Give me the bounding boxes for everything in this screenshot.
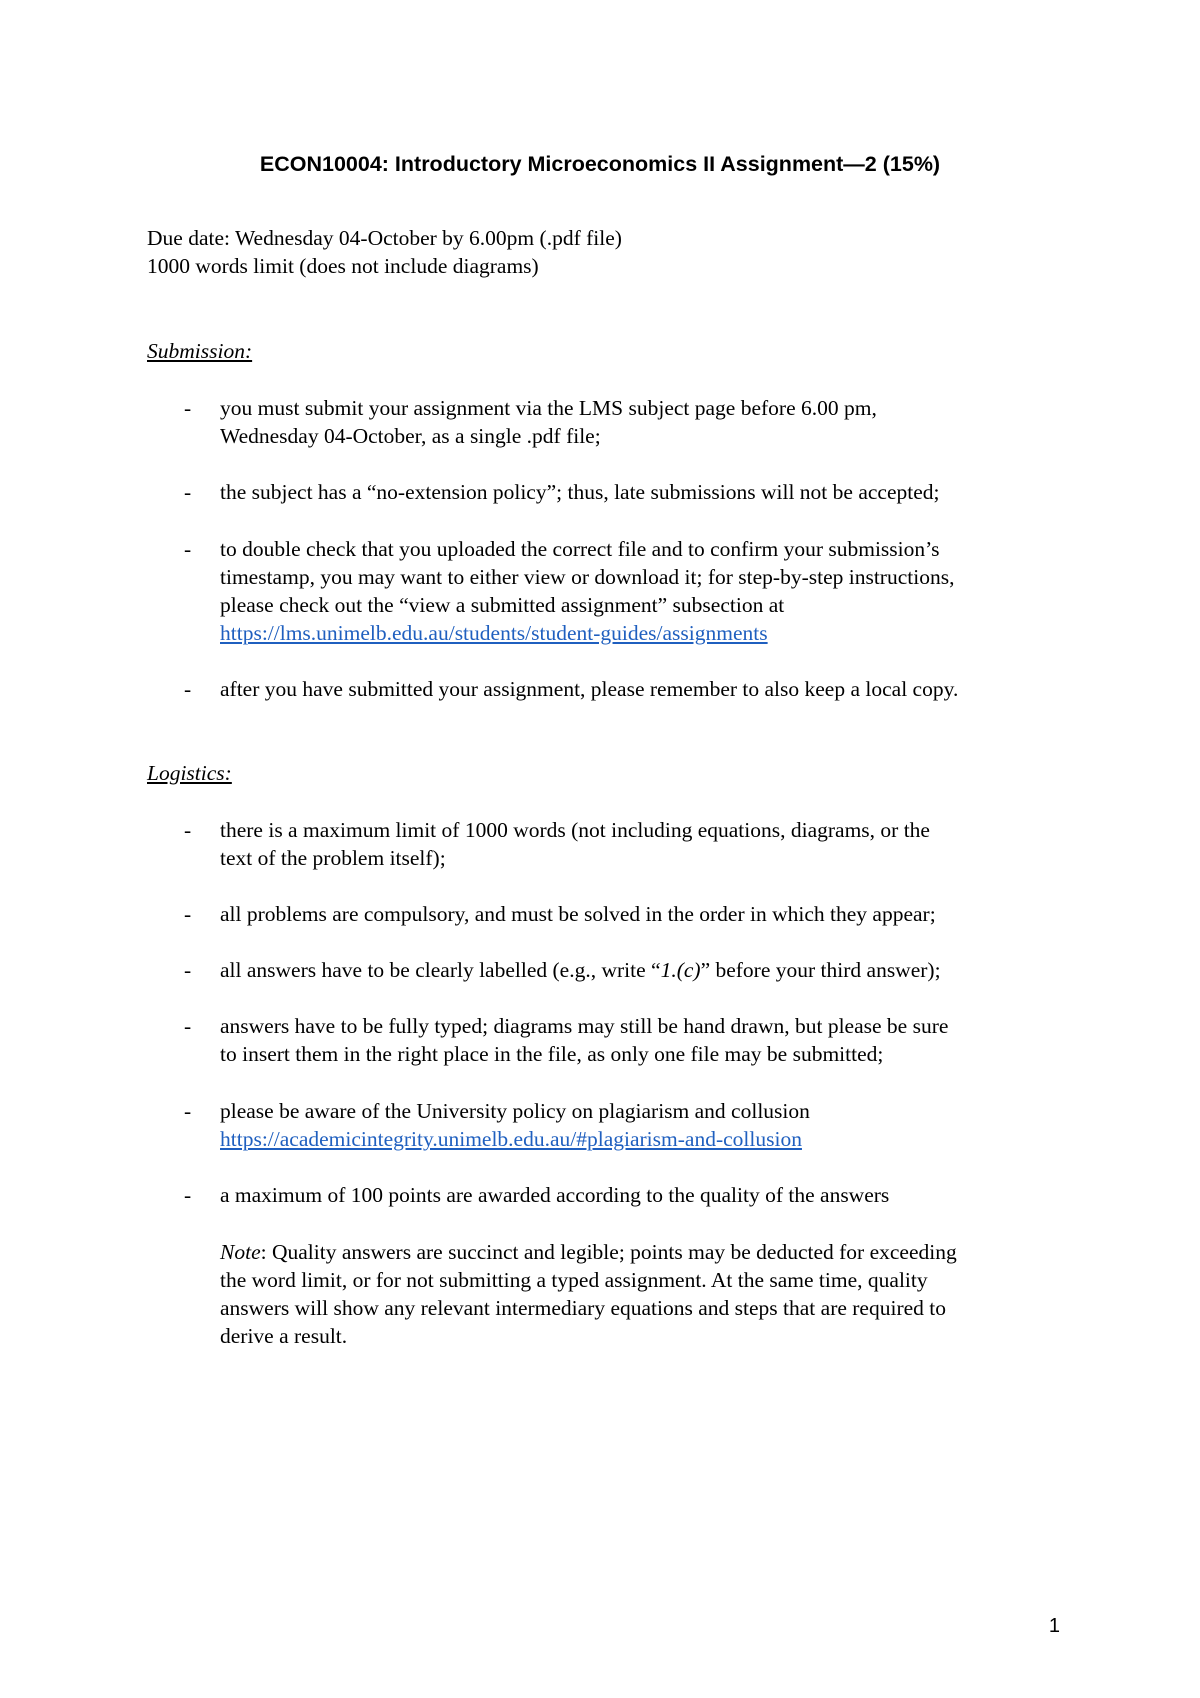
note-text: : Quality answers are succinct and legible; points may be deducted for exceeding (260, 1240, 957, 1264)
bullet-dash: - (184, 677, 192, 701)
note-line (220, 1238, 1100, 1266)
bullet-dash: - (184, 480, 192, 504)
word-limit-line: 1000 words limit (does not include diagrams) (147, 254, 539, 278)
logistics-heading: Logistics: (147, 761, 232, 785)
page-number: 1 (1048, 1615, 1060, 1637)
answer-label-example: 1.(c) (660, 958, 701, 982)
item-line: all problems are compulsory, and must be solved in the order in which they appear; (220, 902, 936, 926)
due-date-line: Due date: Wednesday 04-October by 6.00pm (.pdf file) (147, 226, 622, 250)
item-line (220, 956, 1100, 984)
item-line: to insert them in the right place in the file, as only one file may be submitted; (220, 1042, 884, 1066)
note-label: Note (220, 1240, 261, 1264)
bullet-dash: - (184, 1014, 192, 1038)
intro-block (147, 224, 622, 280)
bullet-dash: - (184, 958, 192, 982)
note-line: derive a result. (220, 1324, 348, 1348)
academic-integrity-link[interactable]: https://academicintegrity.unimelb.edu.au/#plagiarism-and-collusion (220, 1127, 802, 1151)
item-line: a maximum of 100 points are awarded according to the quality of the answers (220, 1183, 890, 1207)
document-title: ECON10004: Introductory Microeconomics II Assignment—2 (15%) (259, 152, 941, 176)
item-line: after you have submitted your assignment, please remember to also keep a local copy. (220, 677, 959, 701)
bullet-dash: - (184, 818, 192, 842)
item-line: answers have to be fully typed; diagrams may still be hand drawn, but please be sure (220, 1014, 949, 1038)
submission-heading: Submission: (147, 339, 253, 363)
item-line: the subject has a “no-extension policy”; thus, late submissions will not be accepted; (220, 480, 940, 504)
bullet-dash: - (184, 1099, 192, 1123)
lms-assignments-link[interactable]: https://lms.unimelb.edu.au/students/student-guides/assignments (220, 621, 768, 645)
item-line: to double check that you uploaded the correct file and to confirm your submission’s (220, 537, 940, 561)
item-line: timestamp, you may want to either view or download it; for step-by-step instructions, (220, 565, 955, 589)
note-line: answers will show any relevant intermediary equations and steps that are required to (220, 1296, 946, 1320)
bullet-dash: - (184, 396, 192, 420)
bullet-dash: - (184, 537, 192, 561)
item-line: Wednesday 04-October, as a single .pdf file; (220, 424, 601, 448)
item-line: please be aware of the University policy on plagiarism and collusion (220, 1099, 810, 1123)
item-line: please check out the “view a submitted assignment” subsection at (220, 593, 785, 617)
bullet-dash: - (184, 902, 192, 926)
note-line: the word limit, or for not submitting a typed assignment. At the same time, quality (220, 1268, 928, 1292)
item-text-suffix: ” before your third answer); (700, 958, 941, 982)
item-line: text of the problem itself); (220, 846, 446, 870)
item-text-prefix: all answers have to be clearly labelled (e.g., write “ (220, 958, 661, 982)
bullet-dash: - (184, 1183, 192, 1207)
item-line: there is a maximum limit of 1000 words (not including equations, diagrams, or the (220, 818, 930, 842)
item-line: you must submit your assignment via the LMS subject page before 6.00 pm, (220, 396, 877, 420)
